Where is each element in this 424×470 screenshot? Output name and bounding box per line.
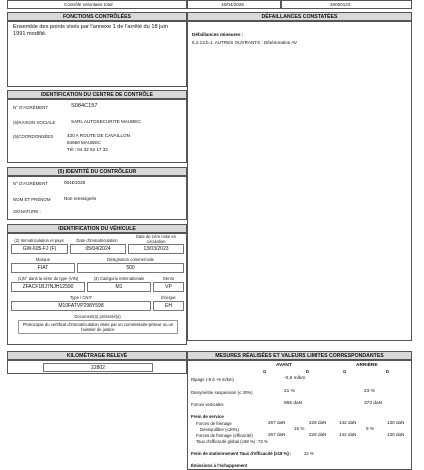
centre-address2: 84660 MAUBEC [67, 140, 101, 145]
date-first-label: Date de 1ère mise en circulation [135, 234, 177, 244]
docs-label: Document(s) présenté(s) [74, 314, 121, 319]
serie-value: ZFACF1BJ7NJH12590 [11, 282, 85, 292]
avant-g: G [263, 369, 267, 374]
date-immat-label: Date d'immatriculation [76, 238, 118, 243]
ffe-label: Forces de freinage (efficacité) [196, 433, 253, 438]
ffe-av-d: 228 daN [309, 432, 327, 437]
arriere-g: G [343, 369, 347, 374]
marque-value: FIAT [11, 263, 75, 273]
frein-stat-label: Frein de stationnement Taux d'efficacité (≥18 %) : [191, 451, 292, 456]
fonctions-header: FONCTIONS CONTRÔLÉES [7, 12, 187, 21]
taux-value: 73 % [258, 439, 268, 444]
arriere-d: D [386, 369, 390, 374]
docs-value: Photocopie du certificat d'immatriculation visée par un commissaire-priseur ou un huissier de justice [18, 320, 178, 334]
frein-stat-value: 22 % [304, 451, 314, 456]
ff-av-d: 228 daN [309, 420, 327, 425]
control-type-cell [7, 0, 187, 9]
mesures-panel [187, 360, 412, 470]
date-first-value: 13/03/2023 [128, 244, 184, 254]
categorie-value: M1 [87, 282, 151, 292]
defaillance-item: 6.2.13.b.1. AUTRES OUVRANTS : Détérioration AV [192, 40, 298, 45]
fonctions-panel [7, 21, 187, 87]
mesures-header: MESURES RÉALISÉES ET VALEURS LIMITES CORRESPONDANTES [187, 351, 412, 360]
signature-label: SIGNATURE : [13, 209, 41, 214]
taux-label: Taux d'efficacité global (≥58 %) : [196, 439, 258, 444]
vehicule-panel [7, 233, 187, 345]
forces-vert-ar: 373 daN [364, 401, 383, 406]
dissym-av: 21 % [284, 389, 295, 394]
number-cell [281, 0, 412, 9]
control-type: Contrôle volontaire total [64, 2, 113, 7]
controleur-agrement-label: N° D'AGRÉMENT [13, 181, 49, 186]
date-immat-value: 05/04/2024 [70, 244, 126, 254]
deseq-av: 15 % [294, 426, 305, 431]
energie-value: EH [153, 301, 184, 311]
control-date: 16/04/2026 [221, 2, 244, 7]
centre-phone: Tél : 04 32 52 17 32 [67, 147, 108, 152]
ffe-ar-g: 142 daN [339, 432, 357, 437]
centre-raison-value: SARL AUTOSECURITE MAUBEC [71, 119, 141, 124]
centre-address1: 430 A ROUTE DE CAVAILLON [67, 133, 130, 138]
controleur-agrement-value: 084D1028 [64, 180, 86, 185]
controleur-nom-label: NOM ET PRÉNOM [13, 197, 51, 202]
centre-panel [7, 99, 187, 163]
defaillances-title: Défaillances mineures : [192, 32, 244, 37]
type-value: M10FATVP298Y598 [11, 301, 151, 311]
ff-ar-g: 142 daN [339, 420, 357, 425]
forces-vert-label: Forces verticales [191, 402, 224, 407]
ffe-av-g: 267 daN [268, 432, 286, 437]
vehicule-header: IDENTIFICATION DU VÉHICULE [7, 224, 187, 233]
centre-agrement-value: S084C157 [71, 103, 98, 109]
marque-label: Marque [35, 257, 51, 262]
dissym-ar: 23 % [364, 389, 375, 394]
designation-label: Désignation commerciale [106, 257, 154, 262]
defaillances-header: DÉFAILLANCES CONSTATÉES [187, 12, 412, 21]
type-label: Type / CNIT [69, 295, 93, 300]
avant-d: D [306, 369, 310, 374]
arriere-label: ARRIÈRE [356, 363, 378, 368]
ffe-ar-d: 130 daN [387, 432, 405, 437]
forces-vert-av: 665 daN [284, 401, 303, 406]
ff-ar-d: 130 daN [387, 420, 405, 425]
controleur-panel [7, 176, 187, 220]
serie-label: (1)N° dans la série du type (VIN) [17, 276, 79, 281]
immat-label: (2) Immatriculation et pays [14, 238, 64, 243]
genre-value: VP [153, 282, 184, 292]
centre-raison-label: (5)RAISON SOCIALE [13, 120, 56, 125]
kilometrage-panel [7, 360, 187, 374]
categorie-label: (3) Catégorie internationale [93, 276, 145, 281]
defaillances-panel [187, 21, 412, 341]
fonctions-text: Ensemble des points visés par l'annexe 1 de l'arrêté du 18 juin 1991 modifié. [13, 24, 168, 37]
kilometrage-value: 22802 [43, 363, 153, 372]
controleur-nom-value: Non renseignés [64, 196, 97, 201]
desequilibre-label: Déséquilibre (≤20%) [200, 427, 239, 432]
avant-label: AVANT [276, 363, 292, 368]
genre-label: Genre [162, 276, 175, 281]
forces-freinage-label: Forces de freinage [196, 421, 232, 426]
controleur-header: (5) IDENTITÉ DU CONTRÔLEUR [7, 167, 187, 176]
centre-agrement-label: N° D'AGRÉMENT [13, 105, 49, 110]
ripage-value: -0,6 m/km [284, 376, 306, 381]
frein-service-label: Frein de service [191, 414, 224, 419]
ff-av-g: 267 daN [268, 420, 286, 425]
date-cell [187, 0, 281, 9]
centre-header: IDENTIFICATION DU CENTRE DE CONTRÔLE [7, 90, 187, 99]
ripage-label: Ripage (-8 à +8 m/km) [191, 377, 234, 382]
energie-label: Énergie [161, 295, 176, 300]
immat-value: GW-605-FJ (F) [11, 244, 68, 254]
dissym-label: Dissymétrie suspension (≤ 30%) [191, 390, 253, 395]
control-number: 26000123 [330, 2, 351, 7]
emissions-label: Émissions à l'échappement [191, 463, 248, 468]
kilometrage-header: KILOMÉTRAGE RELEVÉ [7, 351, 187, 360]
designation-value: 500 [77, 263, 184, 273]
deseq-ar: 9 % [366, 426, 374, 431]
centre-coord-label: (5)COORDONNÉES [13, 134, 54, 139]
